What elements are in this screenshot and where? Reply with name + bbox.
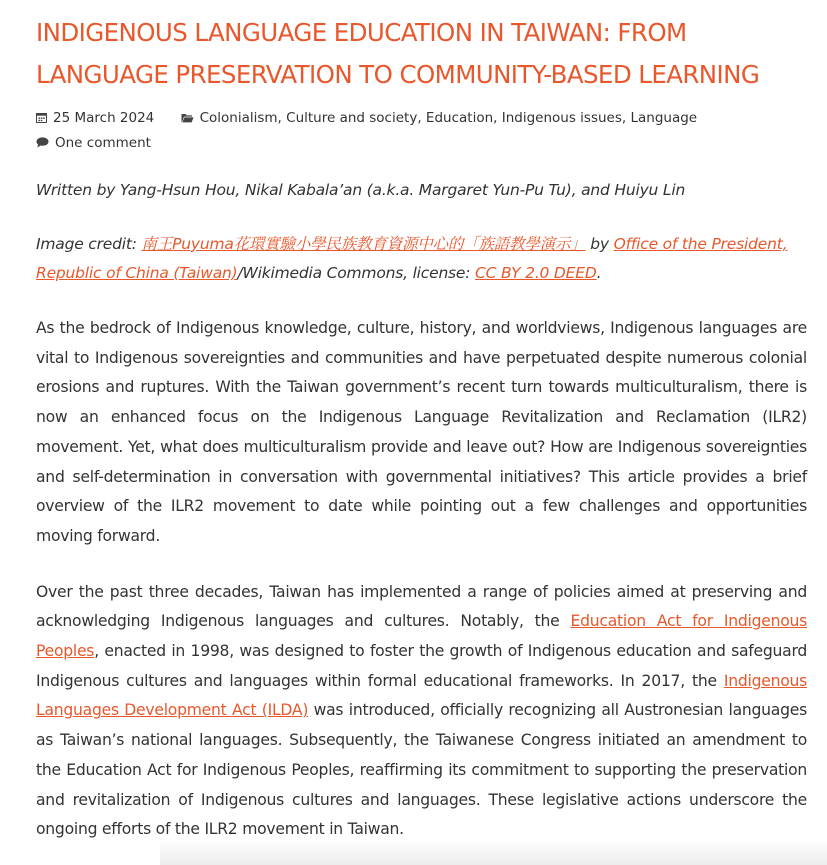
- calendar-icon: [36, 112, 47, 123]
- image-source-link[interactable]: 南王Puyuma花環實驗小學民族教育資源中心的「族語教學演示」: [141, 235, 586, 253]
- post-date-link[interactable]: 25 March 2024: [53, 110, 155, 126]
- license-link[interactable]: CC BY 2.0 DEED: [475, 264, 597, 282]
- category-link[interactable]: Indigenous issues: [501, 110, 622, 126]
- post-meta: [36, 106, 807, 156]
- image-credit: Image credit: 南王Puyuma花環實驗小學民族教育資源中心的「族語教學演示」 by Office of the President, Republic of China (Taiwan)/Wikimedia Commons, license: CC BY 2.0 DEED.: [36, 235, 788, 282]
- category-link[interactable]: Language: [630, 110, 698, 126]
- ilda-link[interactable]: Indigenous Languages Development Act (ILDA): [36, 671, 807, 720]
- category-link[interactable]: Education: [425, 110, 494, 126]
- comment-icon: [36, 137, 49, 148]
- category-link[interactable]: Culture and society: [286, 110, 418, 126]
- body-paragraph: Over the past three decades, Taiwan has implemented a range of policies aimed at preserving and acknowledging Indigenous languages and cultures. Notably, the Education Act for Indigenous Peoples, enacted in 1998, was designed to foster the growth of Indigenous education and safeguard Indigenous cultures and languages within formal educational frameworks. In 2017, the Indigenous Languages Development Act (ILDA) was introduced, officially recognizing all Austronesian languages as Taiwan’s national languages. Subsequently, the Taiwanese Congress initiated an amendment to the Education Act for Indigenous Peoples, reaffirming its commitment to supporting the preservation and revitalization of Indigenous cultures and languages. These legislative actions underscore the ongoing efforts of the ILR2 movement in Taiwan.: [36, 582, 808, 839]
- comments-link[interactable]: One comment: [55, 135, 151, 151]
- category-list: Colonialism, Culture and society, Education, Indigenous issues, Language: [199, 110, 698, 126]
- post-date-group: [36, 106, 154, 131]
- post-categories-group: [181, 106, 698, 131]
- post-comments-group: [36, 131, 151, 156]
- body-paragraph: As the bedrock of Indigenous knowledge, culture, history, and worldviews, Indigenous languages are vital to Indigenous sovereignties and communities and have perpetuated despite numerous colonial erosions and ruptures. With the Taiwan government’s recent turn towards multiculturalism, there is now an enhanced focus on the Indigenous Language Revitalization and Reclamation (ILR2) movement. Yet, what does multiculturalism provide and leave out? How are Indigenous sovereignties and self-determination in conversation with governmental initiatives? This article provides a brief overview of the ILR2 movement to date while pointing out a few challenges and opportunities moving forward.: [36, 319, 807, 545]
- education-act-link[interactable]: Education Act for Indigenous Peoples: [36, 612, 808, 661]
- category-link[interactable]: Colonialism: [199, 110, 278, 126]
- folder-icon: [181, 113, 194, 123]
- byline: Written by Yang-Hsun Hou, Nikal Kabala’an (a.k.a. Margaret Yun-Pu Tu), and Huiyu Lin: [36, 181, 686, 199]
- author-link[interactable]: Office of the President, Republic of China (Taiwan): [36, 235, 788, 282]
- article-title: INDIGENOUS LANGUAGE EDUCATION IN TAIWAN: FROM LANGUAGE PRESERVATION TO COMMUNITY-BASED LEARNING: [36, 18, 760, 89]
